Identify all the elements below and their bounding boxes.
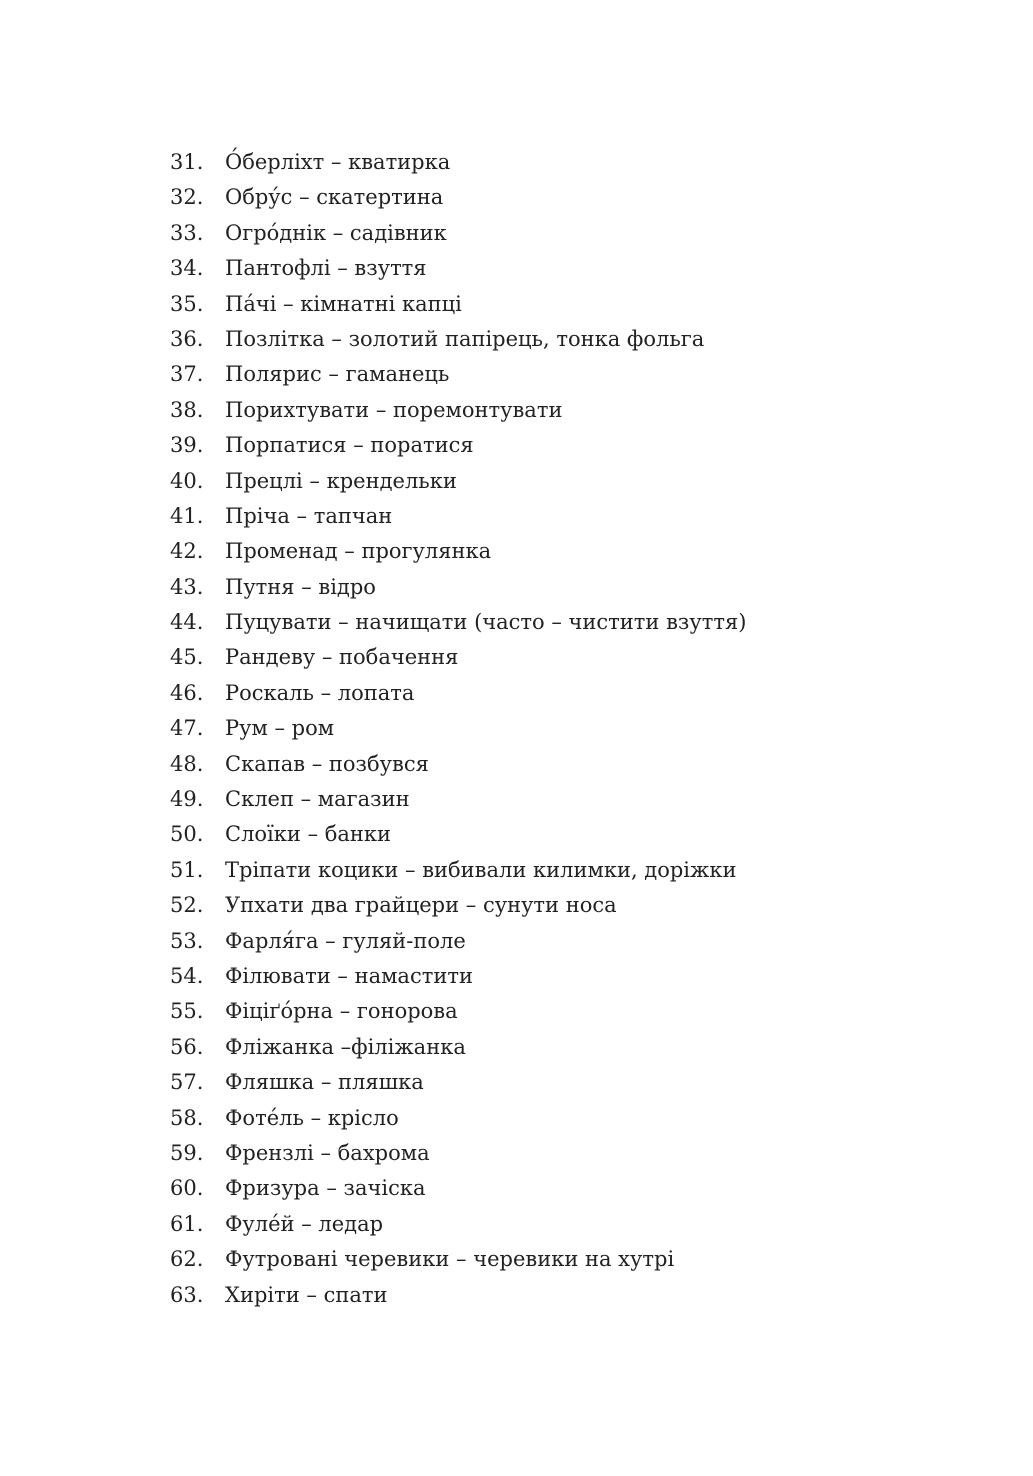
entry-number: 57. [170,1070,204,1095]
glossary-entry [170,499,990,534]
entry-number: 58. [170,1105,204,1130]
entry-text: Прецлі – крендельки [225,468,457,493]
glossary-entry [170,322,990,357]
entry-number: 59. [170,1140,204,1165]
glossary-entry [170,817,990,852]
entry-number: 32. [170,185,204,210]
glossary-entry [170,1101,990,1136]
glossary-entry [170,216,990,251]
entry-number: 52. [170,893,204,918]
glossary-entry [170,357,990,392]
entry-number: 54. [170,963,204,988]
entry-text: Фліжанка –філіжанка [225,1034,466,1059]
entry-text: Фризура – зачіска [225,1176,426,1201]
entry-text: Порпатися – поратися [225,433,474,458]
entry-text: Слоїки – банки [225,822,392,847]
entry-text: Пуцувати – начищати (часто – чистити взуття) [225,610,747,635]
glossary-entry [170,464,990,499]
entry-text: Фуле́й – ледар [225,1211,384,1236]
glossary-entry [170,534,990,569]
glossary-entry [170,1171,990,1206]
entry-text: Порихтувати – поремонтувати [225,397,563,422]
entry-text: Френзлі – бахрома [225,1140,430,1165]
entry-text: Роскаль – лопата [225,680,415,705]
entry-number: 43. [170,574,204,599]
entry-number: 41. [170,503,204,528]
glossary-entry [170,180,990,215]
glossary-entry [170,1065,990,1100]
entry-number: 37. [170,362,204,387]
entry-text: Па́чі – кімнатні капці [225,291,462,316]
entry-text: Рандеву – побачення [225,645,459,670]
glossary-entry [170,570,990,605]
entry-number: 46. [170,680,204,705]
glossary-entry [170,1030,990,1065]
entry-number: 44. [170,610,204,635]
entry-number: 63. [170,1282,204,1307]
glossary-entry [170,711,990,746]
entry-number: 60. [170,1176,204,1201]
glossary-entry [170,1278,990,1313]
entry-text: Рум – ром [225,716,335,741]
entry-text: Пріча – тапчан [225,503,393,528]
entry-number: 33. [170,220,204,245]
entry-text: Тріпати коцики – вибивали килимки, доріжки [225,857,737,882]
entry-number: 55. [170,999,204,1024]
entry-text: О́берліхт – кватирка [225,150,451,174]
glossary-entry [170,888,990,923]
entry-number: 51. [170,857,204,882]
entry-number: 50. [170,822,204,847]
entry-text: Обру́с – скатертина [225,185,444,210]
entry-text: Путня – відро [225,574,376,599]
entry-number: 53. [170,928,204,953]
entry-text: Фляшка – пляшка [225,1070,424,1095]
glossary-entry [170,287,990,322]
entry-text: Упхати два грайцери – сунути носа [225,893,617,918]
glossary-entry [170,1136,990,1171]
glossary-entry [170,145,990,180]
glossary-entry [170,782,990,817]
glossary-entry [170,1242,990,1277]
entry-number: 31. [170,150,204,174]
glossary-entry [170,393,990,428]
glossary-entry [170,251,990,286]
entry-text: Скапав – позбувся [225,751,429,776]
entry-number: 49. [170,787,204,812]
entry-number: 45. [170,645,204,670]
entry-number: 38. [170,397,204,422]
entry-number: 39. [170,433,204,458]
glossary-entry [170,640,990,675]
entry-text: Фарля́га – гуляй-поле [225,928,466,953]
entry-text: Футровані черевики – черевики на хутрі [225,1247,675,1272]
glossary-entry [170,853,990,888]
entry-text: Фоте́ль – крісло [225,1105,399,1130]
entry-text: Огро́днік – садівник [225,220,447,245]
entry-number: 40. [170,468,204,493]
glossary-entry [170,994,990,1029]
entry-number: 35. [170,291,204,316]
entry-text: Хиріти – спати [225,1282,388,1307]
entry-number: 47. [170,716,204,741]
entry-number: 61. [170,1211,204,1236]
glossary-entry [170,1207,990,1242]
entry-text: Полярис – гаманець [225,362,450,387]
entry-text: Філювати – намастити [225,963,473,988]
entry-text: Променад – прогулянка [225,539,492,564]
glossary-entry [170,428,990,463]
entry-number: 36. [170,326,204,351]
glossary-entry [170,747,990,782]
glossary-entry [170,605,990,640]
entry-number: 34. [170,256,204,281]
entry-number: 62. [170,1247,204,1272]
entry-number: 56. [170,1034,204,1059]
entry-number: 42. [170,539,204,564]
glossary-entry [170,959,990,994]
entry-text: Фіціґо́рна – гонорова [225,999,458,1024]
entry-text: Пантофлі – взуття [225,256,427,281]
glossary-entry [170,676,990,711]
entry-number: 48. [170,751,204,776]
entry-text: Склеп – магазин [225,787,410,812]
glossary-entry [170,924,990,959]
glossary-list [170,145,990,1313]
entry-text: Позлітка – золотий папірець, тонка фольга [225,326,705,351]
